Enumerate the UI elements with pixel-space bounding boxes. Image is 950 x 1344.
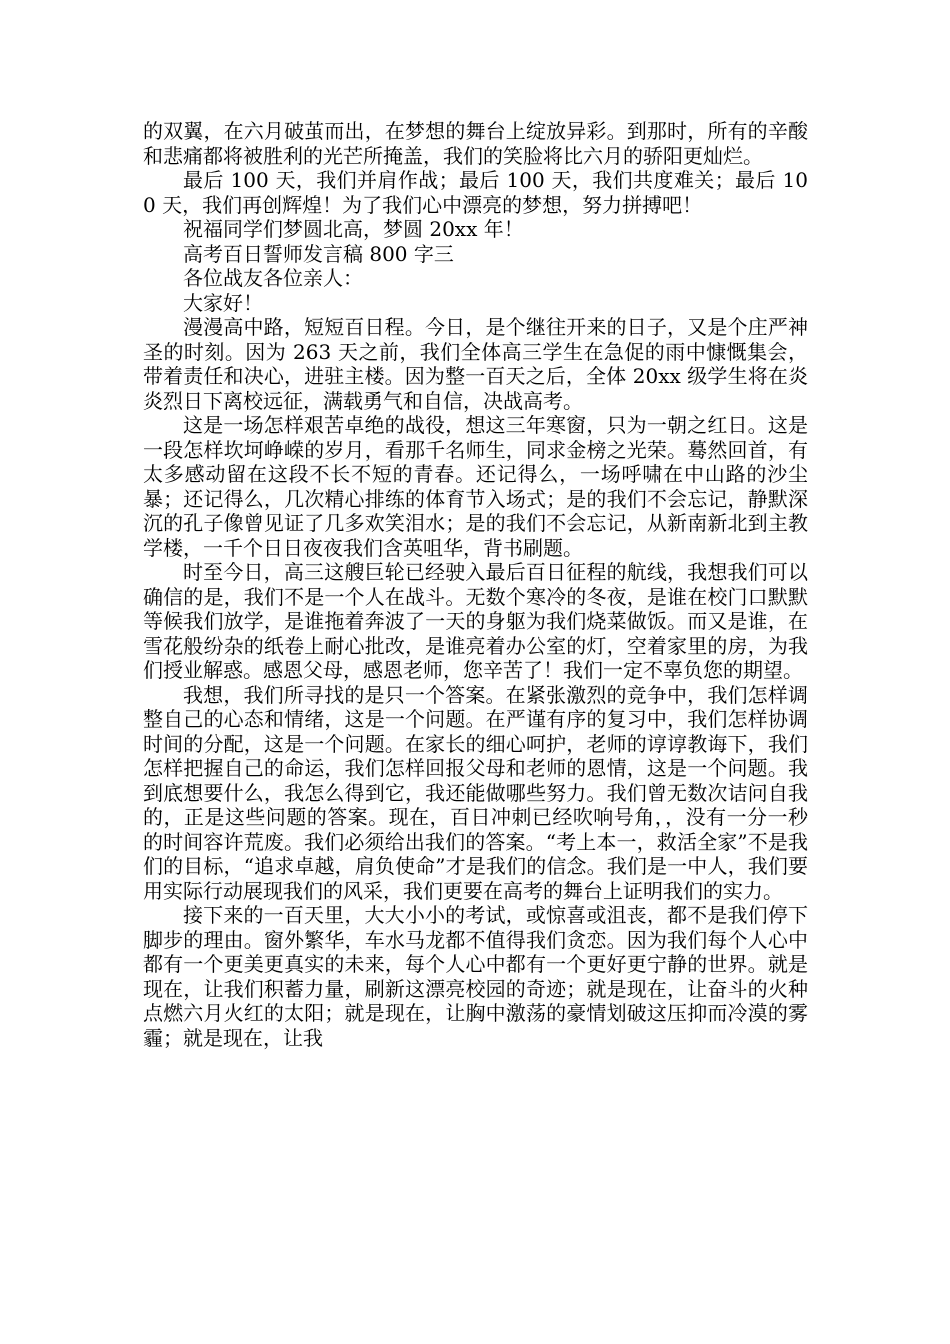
paragraph-9: 时至今日，高三这艘巨轮已经驶入最后百日征程的航线，我想我们可以确信的是，我们不是一个人在战斗。无数个寒冷的冬夜，是谁在校门口默默等候我们放学，是谁拖着奔波了一天的身躯为我们烧菜做饭。而又是谁，在雪花般纷杂的纸卷上耐心批改，是谁亮着办公室的灯，空着家里的房，为我们授业解惑。感恩父母，感恩老师，您辛苦了！我们一定不辜负您的期望。 (143, 560, 808, 682)
paragraph-7: 漫漫高中路，短短百日程。今日，是个继往开来的日子，又是个庄严神圣的时刻。因为 263 天之前，我们全体高三学生在急促的雨中慷慨集会，带着责任和决心，进驻主楼。因为整一百天之后，全体 20xx 级学生将在炎炎烈日下离校远征，满载勇气和自信，决战高考。 (143, 315, 808, 413)
section-heading: 高考百日誓师发言稿 800 字三 (183, 241, 454, 266)
paragraph-1: 的双翼，在六月破茧而出，在梦想的舞台上绽放异彩。到那时，所有的辛酸和悲痛都将被胜利的光芒所掩盖，我们的笑脸将比六月的骄阳更灿烂。 (143, 119, 808, 168)
salutation: 各位战友各位亲人： (183, 266, 363, 290)
paragraph-2: 最后 100 天，我们并肩作战；最后 100 天，我们共度难关；最后 100 天，我们再创辉煌！为了我们心中漂亮的梦想，努力拼搏吧！ (143, 168, 808, 217)
paragraph-10: 我想，我们所寻找的是只一个答案。在紧张激烈的竞争中，我们怎样调整自己的心态和情绪，这是一个问题。在严谨有序的复习中，我们怎样协调时间的分配，这是一个问题。在家长的细心呵护，老师的谆谆教诲下，我们怎样把握自己的命运，我们怎样回报父母和老师的恩情，这是一个问题。我到底想要什么，我怎么得到它，我还能做哪些努力。我们曾无数次诘问自我的，正是这些问题的答案。现在，百日冲刺已经吹响号角，，没有一分一秒的时间容许荒废。我们必须给出我们的答案。“考上本一，救活全家”不是我们的目标，“追求卓越，肩负使命”才是我们的信念。我们是一中人，我们要用实际行动展现我们的风采，我们更要在高考的舞台上证明我们的实力。 (143, 682, 808, 903)
paragraph-8: 这是一场怎样艰苦卓绝的战役，想这三年寒窗，只为一朝之红日。这是一段怎样坎坷峥嵘的岁月，看那千名师生，同求金榜之光荣。蓦然回首，有太多感动留在这段不长不短的青春。还记得么，一场呼啸在中山路的沙尘暴；还记得么，几次精心排练的体育节入场式；是的我们不会忘记，静默深沉的孔子像曾见证了几多欢笑泪水；是的我们不会忘记，从新南新北到主教学楼，一千个日日夜夜我们含英咀华，背书刷题。 (143, 413, 808, 560)
document-body (143, 119, 808, 1050)
paragraph-3: 祝福同学们梦圆北高，梦圆 20xx 年！ (183, 217, 524, 241)
paragraph-11: 接下来的一百天里，大大小小的考试，或惊喜或沮丧，都不是我们停下脚步的理由。窗外繁华，车水马龙都不值得我们贪恋。因为我们每个人心中都有一个更美更真实的未来，每个人心中都有一个更好更宁静的世界。就是现在，让我们积蓄力量，刷新这漂亮校园的奇迹；就是现在，让奋斗的火种点燃六月火红的太阳；就是现在，让胸中激荡的豪情划破这压抑而冷漠的雾霾；就是现在，让我 (143, 903, 808, 1050)
greeting: 大家好！ (183, 290, 263, 315)
